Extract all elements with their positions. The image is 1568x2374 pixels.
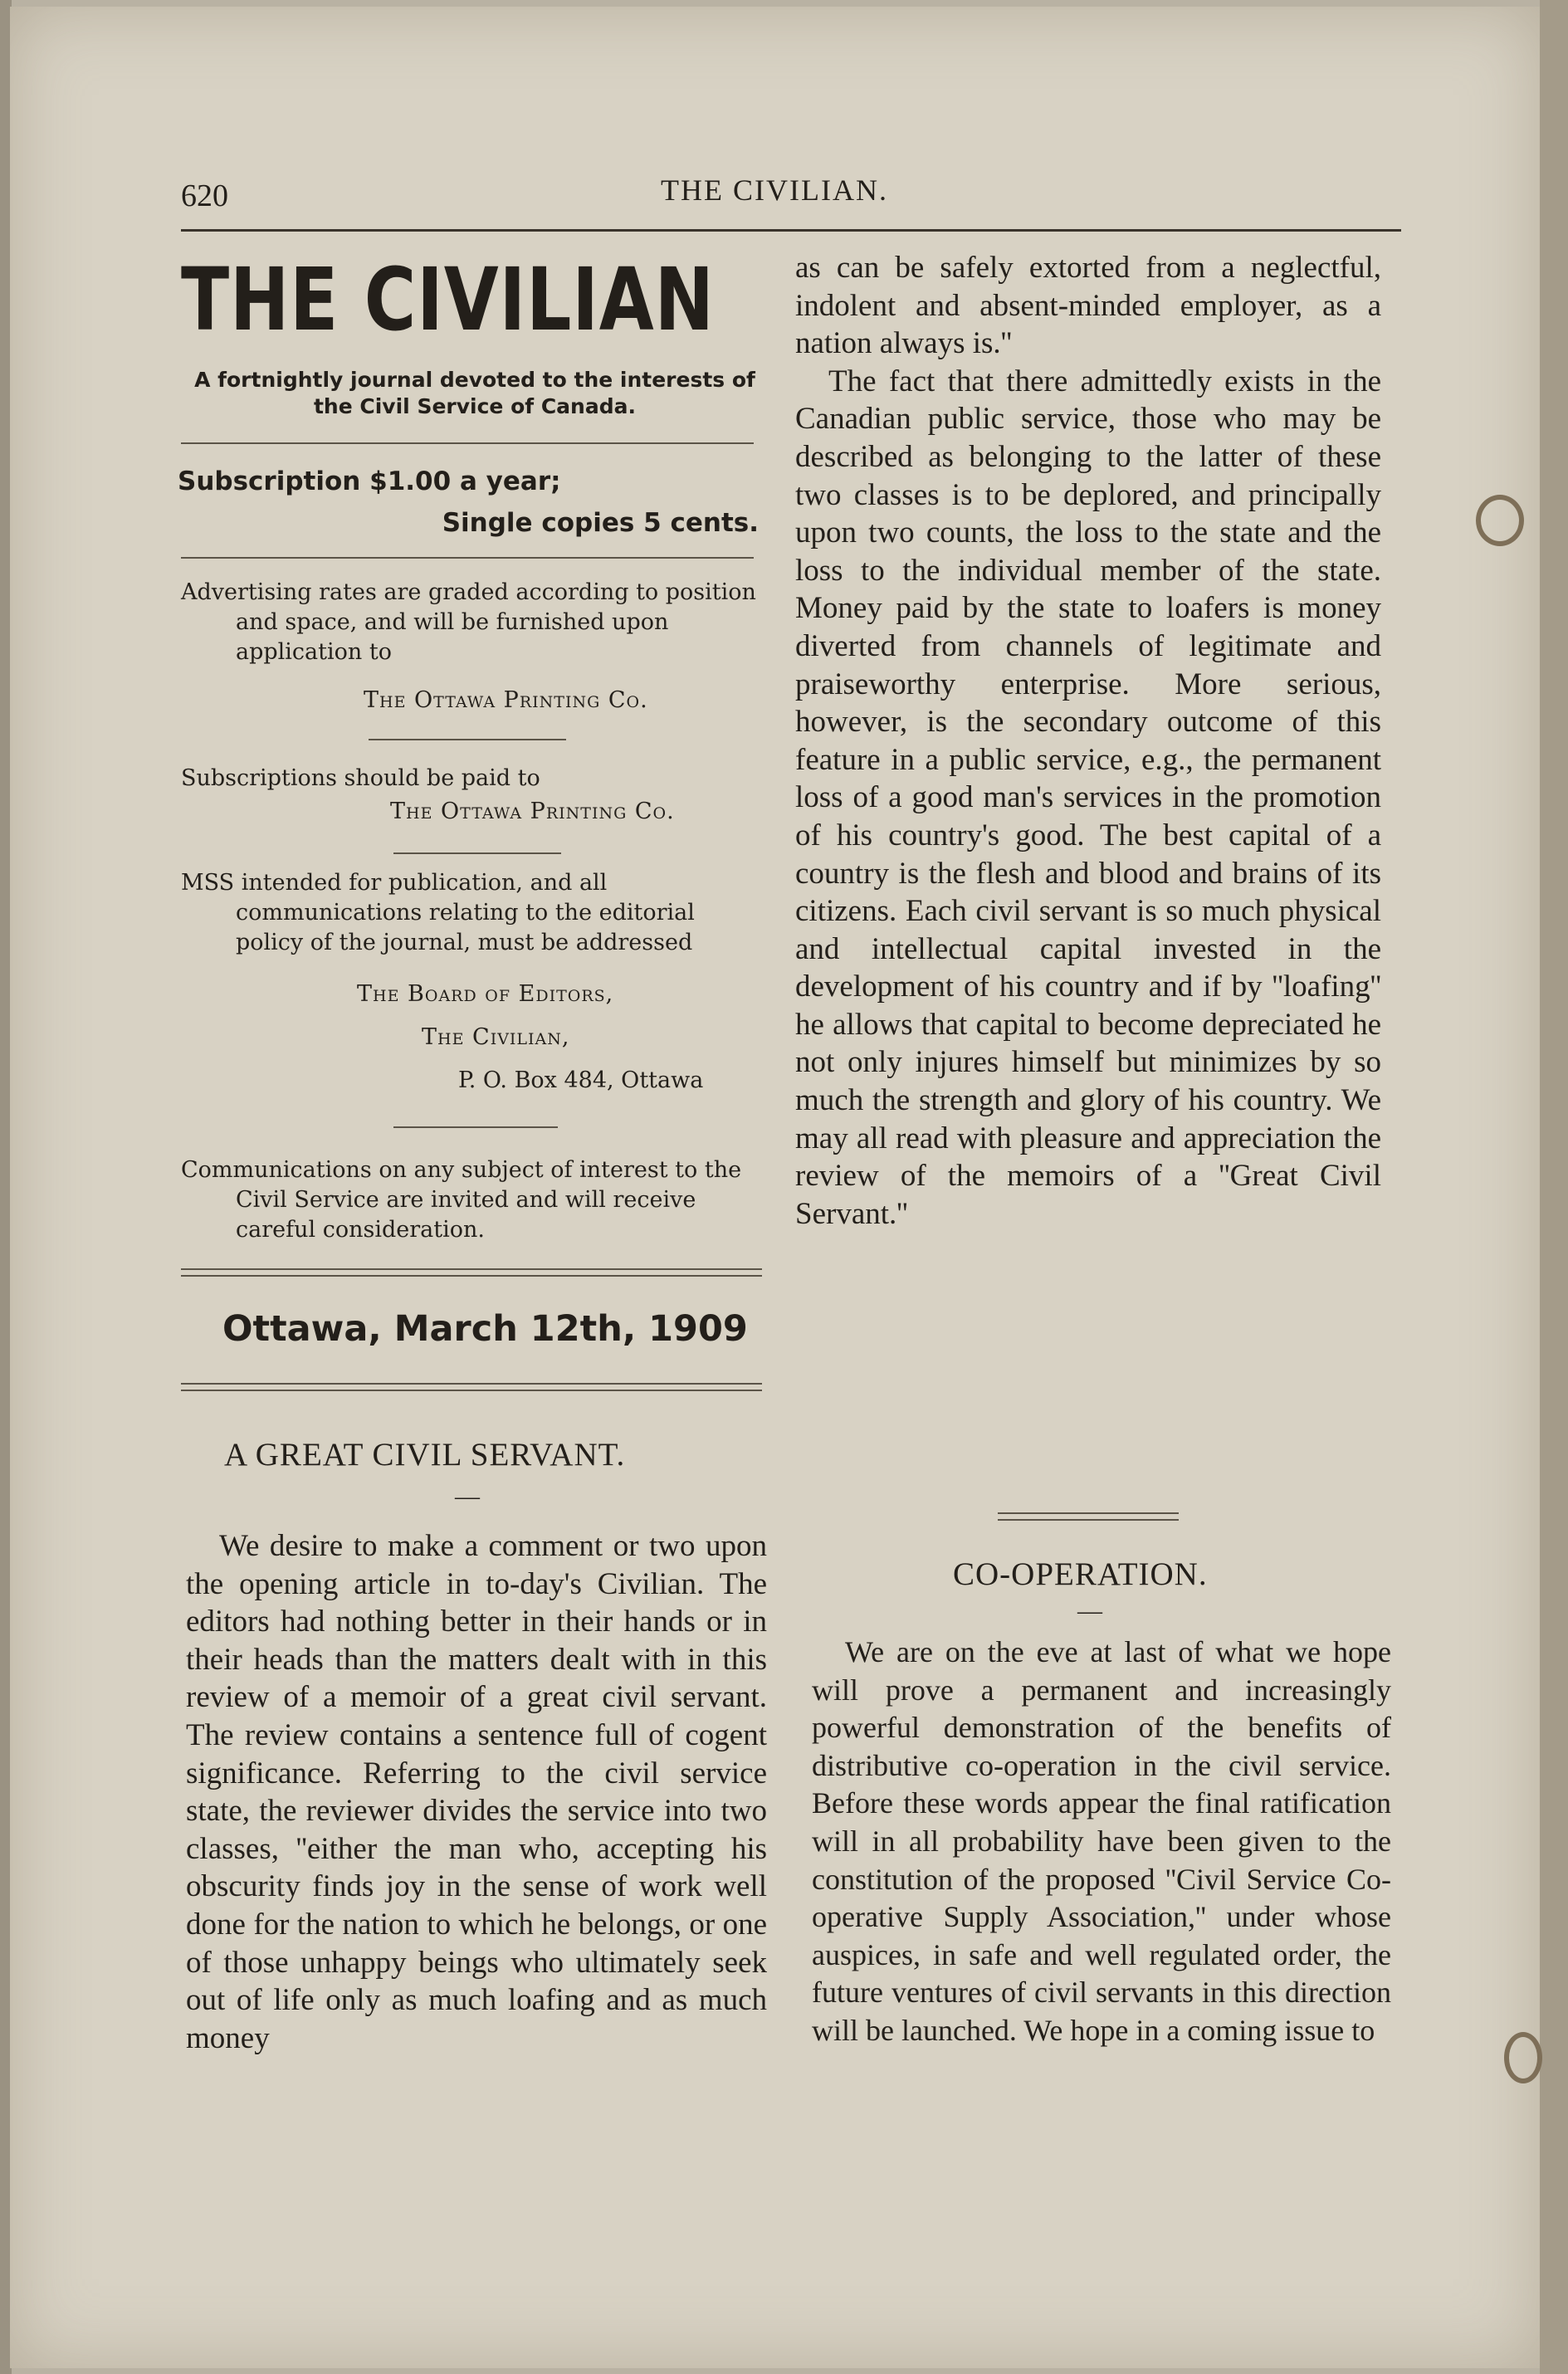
running-title: THE CIVILIAN. <box>661 173 888 207</box>
article-text: We desire to make a comment or two upon the opening article in to-day's Civilian. The editors had nothing better in their hands or in their heads than the matters dealt with in this review of a memoir of a great civil servant. The review contains a sentence full of cogent significance. Referring to the civil service state, the reviewer divides the service into two classes, ''either the man who, accepting his obscurity finds joy in the sense of work well done for the nation to which he belongs, or one of those unhappy beings who ultimately seek out of life only as much loafing and as much money <box>186 1529 767 2055</box>
article-paragraph <box>812 1634 1391 2050</box>
short-rule <box>393 1126 558 1128</box>
double-rule <box>181 1383 762 1391</box>
article-text: We are on the eve at last of what we hope will prove a permanent and increasingly powerful demonstration of the benefits of distributive co-operation in the civil service. Before these words appear the final ratification will in all probability have been given to the constitution of the proposed ''Civil Service Co-operative Supply Association,'' under whose auspices, in safe and well regulated order, the future ventures of civil servants in this direction will be launched. We hope in a coming issue to <box>812 1635 1391 2047</box>
advertising-text: Advertising rates are graded according to position and space, and will be furnished upon application to <box>181 579 756 665</box>
header-rule <box>181 229 1401 232</box>
article-paragraph <box>186 1527 767 2057</box>
article-text: The fact that there admittedly exists in the Canadian public service, those who may be described as belonging to the latter of these two classes is to be deplored, and principally upon two counts, the loss to the state and the loss to the individual member of the state. Money paid by the state to loafers is money diverted from channels of legitimate and praiseworthy enterprise. More serious, however, is the secondary outcome of this feature in a public service, e.g., the permanent loss of a good man's services in the promotion of his country's good. The best capital of a country is the flesh and blood and brains of its citizens. Each civil servant is so much physical and intellectual capital invested in the development of his country and if by ''loafing'' he allows that capital to become depreciated he not only injures himself but minimizes by so much the strength and glory of his country. We may all read with pleasure and appreciation the review of the memoirs of a ''Great Civil Servant.'' <box>795 364 1381 1231</box>
advertising-notice <box>181 578 762 667</box>
address-line-1: The Board of Editors, <box>357 981 614 1007</box>
masthead-tagline: A fortnightly journal devoted to the interests of the Civil Service of Canada. <box>194 368 755 418</box>
masthead-title: THE CIVILIAN <box>181 249 715 350</box>
short-rule <box>393 852 561 854</box>
issue-date: Ottawa, March 12th, 1909 <box>222 1308 748 1350</box>
subscriptions-notice: Subscriptions should be paid to <box>181 765 540 791</box>
communications-text: Communications on any subject of interest to the Civil Service are invited and will receive careful consideration. <box>181 1157 742 1243</box>
printer-name: The Ottawa Printing Co. <box>364 687 648 713</box>
article-body-left <box>186 1527 767 2057</box>
title-dash: — <box>1077 1597 1103 1624</box>
communications-notice <box>181 1155 762 1245</box>
article-paragraph <box>795 363 1381 1233</box>
mss-notice <box>181 868 762 958</box>
divider-rule <box>181 557 754 559</box>
page-number: 620 <box>181 178 228 213</box>
double-rule <box>181 1268 762 1277</box>
subscription-price: Subscription $1.00 a year; <box>178 466 561 496</box>
article-body-right <box>795 249 1381 1233</box>
printer-name-2: The Ottawa Printing Co. <box>390 799 675 824</box>
single-copy-price: Single copies 5 cents. <box>442 508 759 538</box>
short-rule <box>369 739 566 740</box>
divider-rule <box>181 442 754 444</box>
article-paragraph <box>795 249 1381 363</box>
double-rule <box>998 1512 1179 1521</box>
article-text: as can be safely extorted from a neglectful, indolent and absent-minded employer, as a nation always is.'' <box>795 251 1381 361</box>
title-dash: — <box>455 1483 481 1510</box>
address-line-2: The Civilian, <box>422 1024 570 1050</box>
binding-hole-icon <box>1476 495 1524 546</box>
address-line-3: P. O. Box 484, Ottawa <box>458 1067 704 1093</box>
article-title: A GREAT CIVIL SERVANT. <box>224 1437 626 1473</box>
binding-hole-icon <box>1504 2032 1542 2083</box>
article-body-cooperation <box>812 1634 1391 2050</box>
article-title: CO-OPERATION. <box>953 1556 1208 1592</box>
page-edge-right <box>1540 0 1568 2374</box>
mss-text: MSS intended for publication, and all communications relating to the editorial policy of the journal, must be addressed <box>181 870 695 955</box>
